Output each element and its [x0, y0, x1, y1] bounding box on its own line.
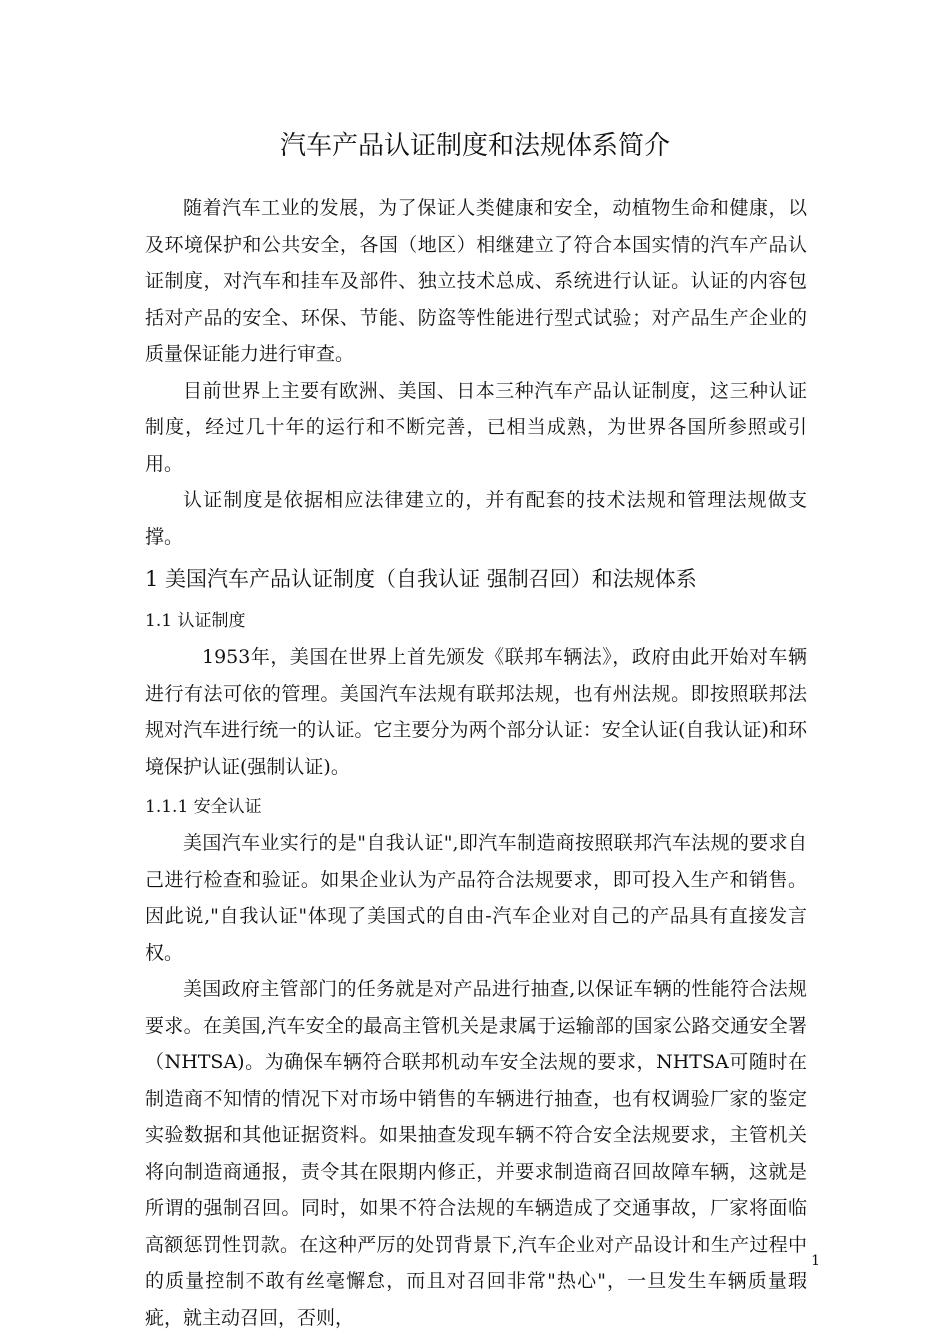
section-1-1-heading: 1.1 认证制度: [145, 611, 246, 631]
section-1-1-1-paragraph-1: 美国汽车业实行的是"自我认证",即汽车制造商按照联邦汽车法规的要求自己进行检查和验证。如果企业认为产品符合法规要求，即可投入生产和销售。因此说,"自我认证"体现了美国式的自由-汽车企业对自己的产品具有直接发言权。: [145, 832, 807, 964]
section-1-1-1-paragraph-2: 美国政府主管部门的任务就是对产品进行抽查,以保证车辆的性能符合法规要求。在美国,汽车安全的最高主管机关是隶属于运输部的国家公路交通安全署（NHTSA)。为确保车辆符合联邦机动车安全法规的要求，NHTSA可随时在制造商不知情的情况下对市场中销售的车辆进行抽查，也有权调验厂家的鉴定实验数据和其他证据资料。如果抽查发现车辆不符合安全法规要求，主管机关将向制造商通报，责令其在限期内修正，并要求制造商召回故障车辆，这就是所谓的强制召回。同时，如果不符合法规的车辆造成了交通事故，厂家将面临高额惩罚性罚款。在这种严厉的处罚背景下,汽车企业对产品设计和生产过程中的质量控制不敢有丝毫懈怠，而且对召回非常"热心"，一旦发生车辆质量瑕疵，就主动召回，否则，: [145, 978, 807, 1329]
document-title: 汽车产品认证制度和法规体系简介: [279, 131, 670, 161]
intro-paragraph-2: 目前世界上主要有欧洲、美国、日本三种汽车产品认证制度，这三种认证制度，经过几十年的运行和不断完善，已相当成熟，为世界各国所参照或引用。: [145, 379, 807, 475]
document-body: [145, 190, 807, 1336]
intro-paragraph-3: 认证制度是依据相应法律建立的，并有配套的技术法规和管理法规做支撑。: [145, 489, 807, 548]
section-1-1-1-heading: 1.1.1 安全认证: [145, 797, 262, 817]
section-1-heading: 1 美国汽车产品认证制度（自我认证 强制召回）和法规体系: [145, 567, 697, 591]
intro-paragraph-1: 随着汽车工业的发展，为了保证人类健康和安全，动植物生命和健康，以及环境保护和公共安全，各国（地区）相继建立了符合本国实情的汽车产品认证制度，对汽车和挂车及部件、独立技术总成、系统进行认证。认证的内容包括对产品的安全、环保、节能、防盗等性能进行型式试验；对产品生产企业的质量保证能力进行审查。: [145, 197, 807, 365]
section-1-1-paragraph: 1953年，美国在世界上首先颁发《联邦车辆法》，政府由此开始对车辆进行有法可依的管理。美国汽车法规有联邦法规，也有州法规。即按照联邦法规对汽车进行统一的认证。它主要分为两个部分认证：安全认证(自我认证)和环境保护认证(强制认证)。: [145, 646, 807, 778]
page-number: 1: [811, 1253, 820, 1269]
